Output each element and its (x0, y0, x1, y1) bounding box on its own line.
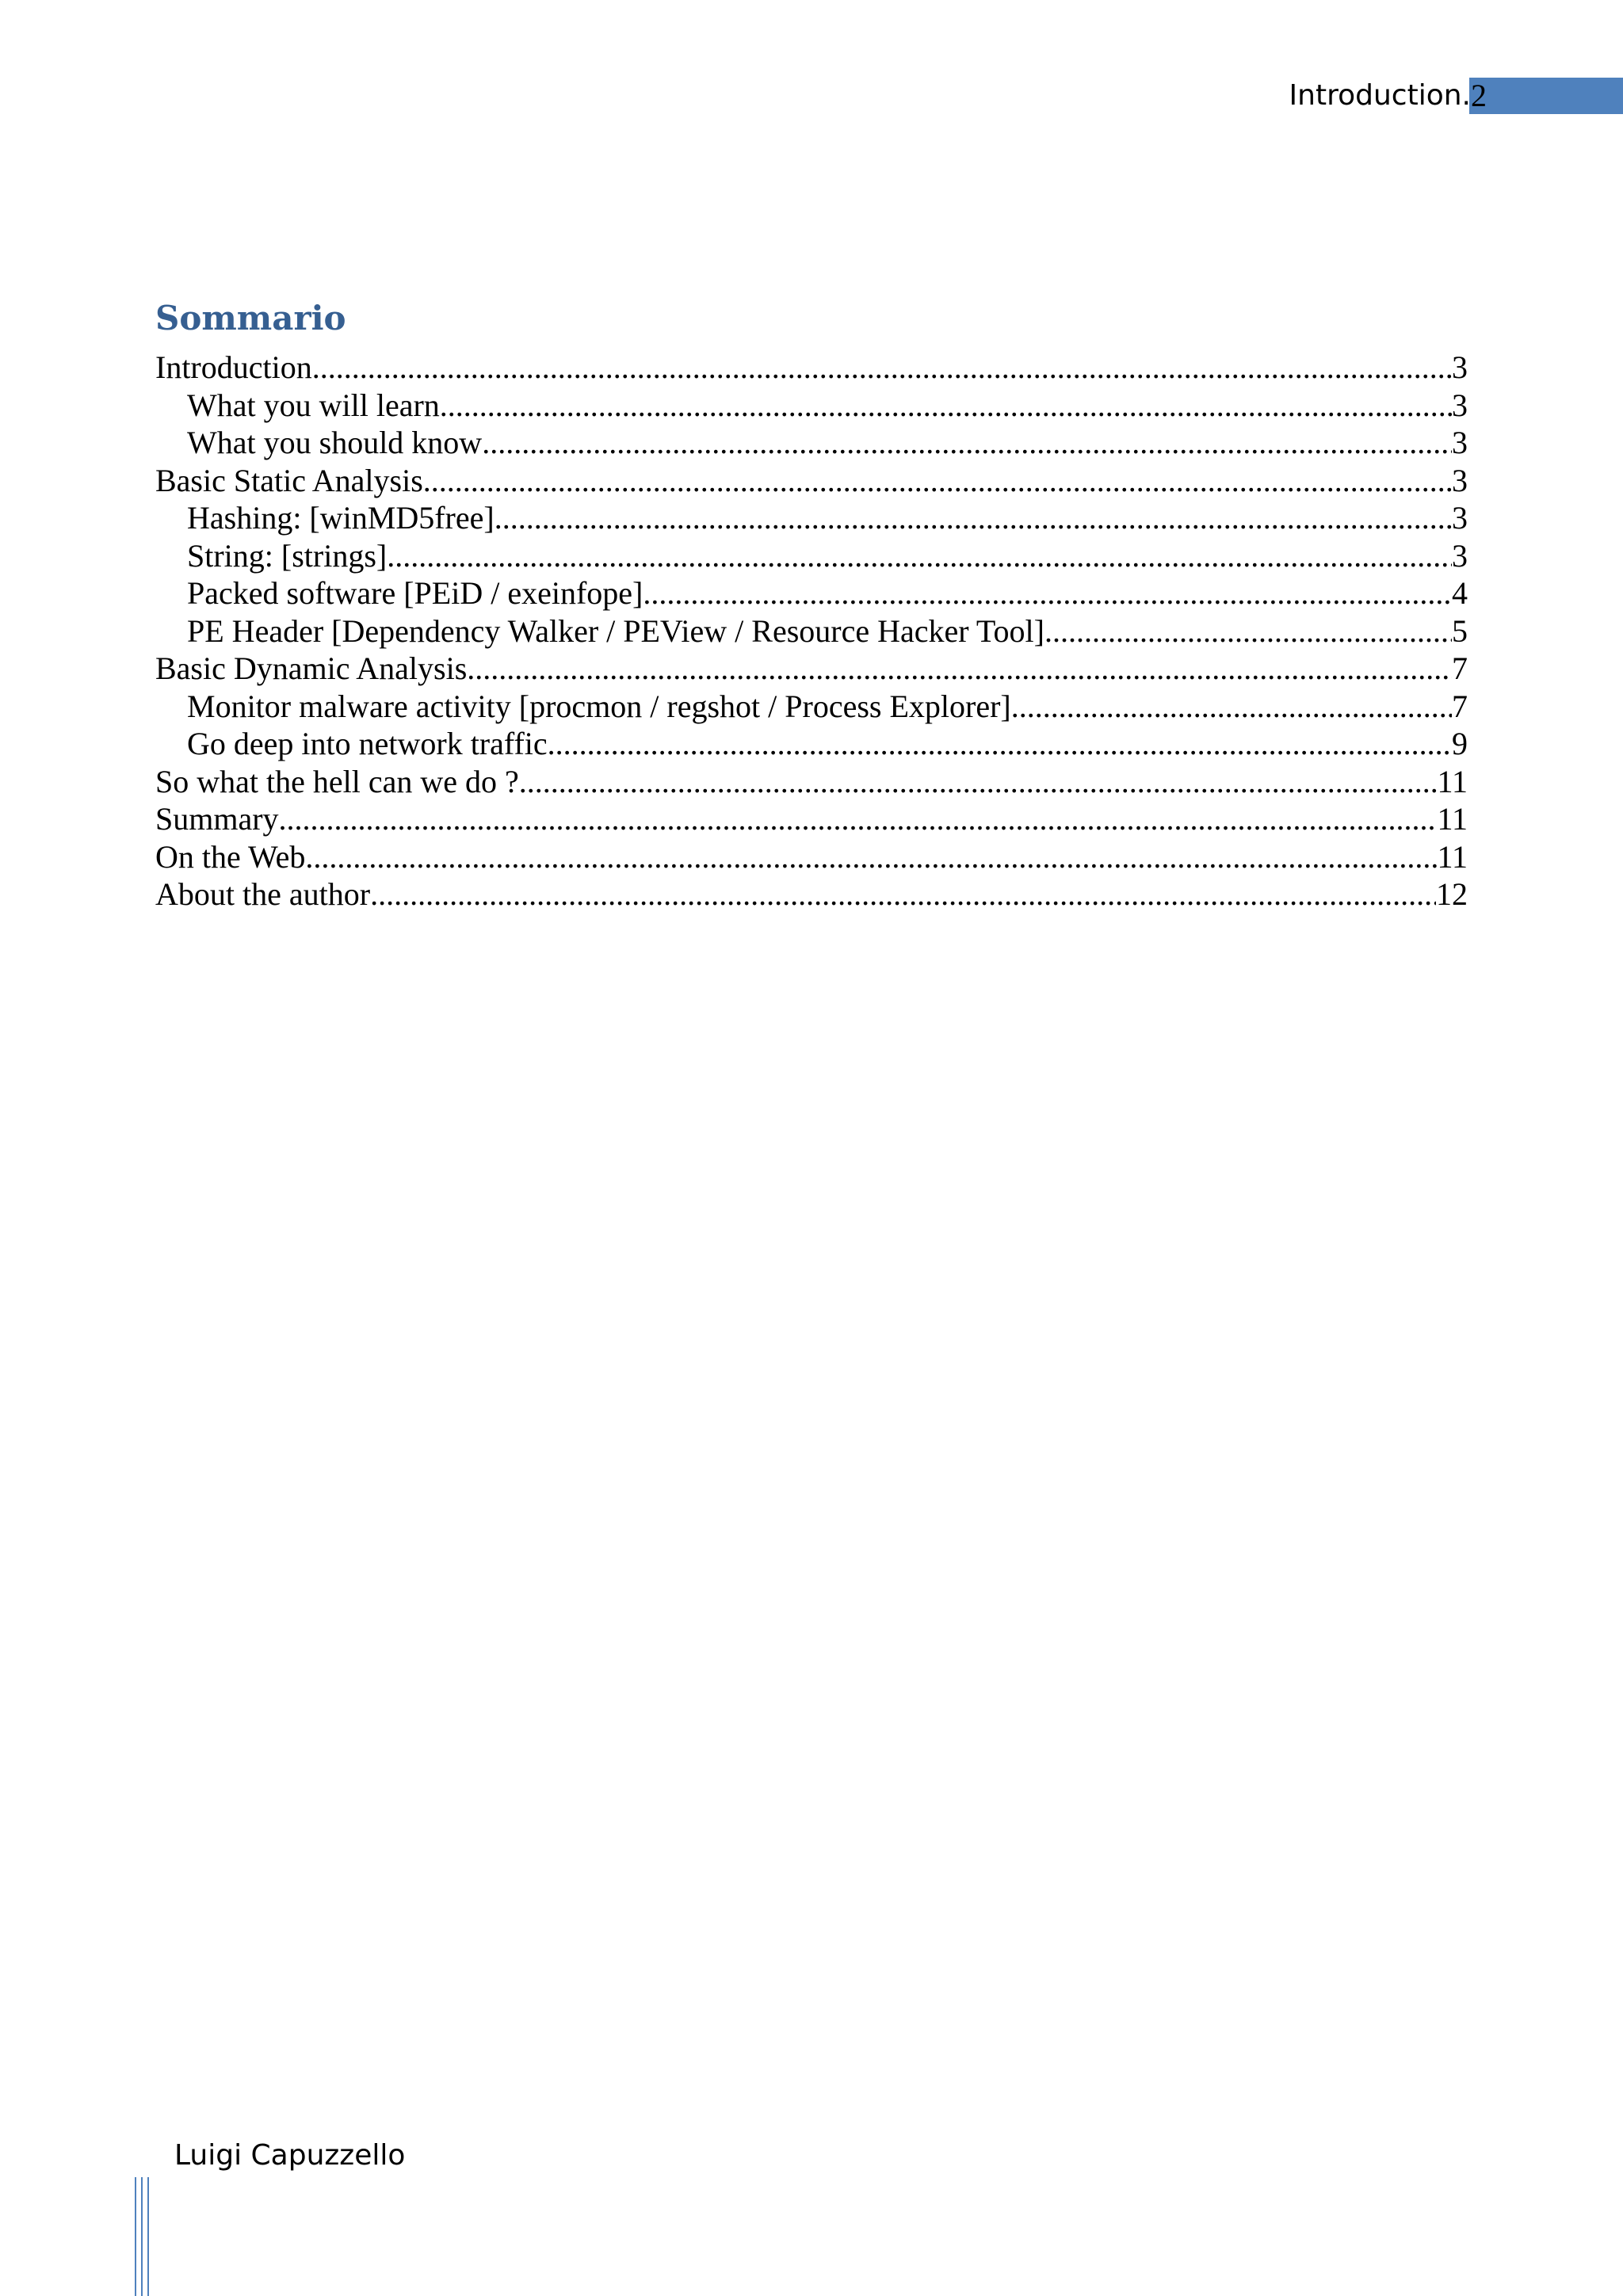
toc-entry[interactable] (155, 875, 1468, 913)
toc-entry-label: What you will learn (187, 387, 440, 423)
toc-entry-label: On the Web (155, 838, 306, 875)
toc-entry[interactable] (155, 725, 1468, 763)
toc-leader-dots (643, 574, 1452, 612)
toc-entry[interactable] (155, 688, 1468, 726)
toc-entry[interactable] (155, 537, 1468, 575)
toc-leader-dots (305, 838, 1437, 876)
toc-entry-page: 3 (1452, 500, 1468, 536)
toc-entry[interactable] (155, 462, 1468, 500)
toc-leader-dots (423, 462, 1452, 500)
footer-decorative-rules (135, 2177, 155, 2296)
toc-leader-dots (440, 387, 1452, 425)
toc-entry-label: Monitor malware activity [procmon / regshot / Process Explorer] (187, 688, 1011, 724)
toc-entry-page: 3 (1452, 462, 1468, 498)
toc-entry[interactable] (155, 838, 1468, 876)
toc-entry-label: Basic Dynamic Analysis (155, 650, 468, 686)
toc-entry-label: Introduction (155, 349, 312, 385)
toc-entry[interactable] (155, 387, 1468, 425)
toc-leader-dots (370, 875, 1436, 913)
toc-leader-dots (387, 537, 1452, 575)
toc-entry-page: 5 (1452, 612, 1468, 649)
toc-entry-page: 11 (1437, 838, 1468, 875)
toc-entry-label: Summary (155, 801, 279, 837)
toc-entry[interactable] (155, 800, 1468, 838)
toc-entry[interactable] (155, 424, 1468, 462)
toc-entry-label: Hashing: [winMD5free] (187, 500, 495, 536)
toc-entry-page: 7 (1452, 688, 1468, 724)
toc-entry-page: 9 (1452, 726, 1468, 761)
footer-rule-line (141, 2177, 143, 2296)
toc-entry-label: Go deep into network traffic (187, 726, 548, 761)
toc-leader-dots (548, 725, 1452, 763)
toc-leader-dots (467, 650, 1452, 688)
toc-entry-page: 7 (1452, 650, 1468, 686)
toc-entry-label: Basic Static Analysis (155, 462, 423, 498)
toc-entry[interactable] (155, 763, 1468, 801)
header-page-number: 2 (1471, 78, 1487, 113)
toc-entry-label: About the author (155, 876, 371, 912)
toc-entry-page: 12 (1436, 876, 1468, 912)
footer-rule-line (135, 2177, 136, 2296)
toc-leader-dots (495, 499, 1452, 537)
toc-entry-page: 11 (1437, 763, 1468, 799)
toc-title: Sommario (155, 299, 346, 338)
toc-entry-page: 11 (1437, 801, 1468, 837)
toc-entry[interactable] (155, 349, 1468, 387)
toc-entry-page: 3 (1452, 537, 1468, 574)
toc-leader-dots (482, 424, 1452, 462)
toc-entry[interactable] (155, 499, 1468, 537)
toc-entry-label: So what the hell can we do ? (155, 763, 519, 799)
toc-entry-label: String: [strings] (187, 537, 388, 574)
toc-entry-label: PE Header [Dependency Walker / PEView / Resource Hacker Tool] (187, 612, 1044, 649)
toc-leader-dots (279, 800, 1438, 838)
footer-rule-line (147, 2177, 149, 2296)
toc-entry[interactable] (155, 612, 1468, 650)
toc-entry-page: 3 (1452, 387, 1468, 423)
header-section-title: Introduction. (1289, 79, 1471, 112)
header-accent-bar (1469, 78, 1623, 114)
toc-leader-dots (519, 763, 1438, 801)
toc-leader-dots (1044, 612, 1452, 650)
toc-leader-dots (1011, 688, 1452, 726)
toc-leader-dots (312, 349, 1452, 387)
toc-entry-page: 3 (1452, 349, 1468, 385)
toc-entry-label: What you should know (187, 425, 483, 460)
toc-entry[interactable] (155, 574, 1468, 612)
toc-entry[interactable] (155, 650, 1468, 688)
table-of-contents (155, 349, 1468, 913)
footer-author: Luigi Capuzzello (174, 2139, 406, 2172)
toc-entry-page: 3 (1452, 425, 1468, 460)
toc-entry-label: Packed software [PEiD / exeinfope] (187, 575, 643, 611)
toc-entry-page: 4 (1452, 575, 1468, 611)
